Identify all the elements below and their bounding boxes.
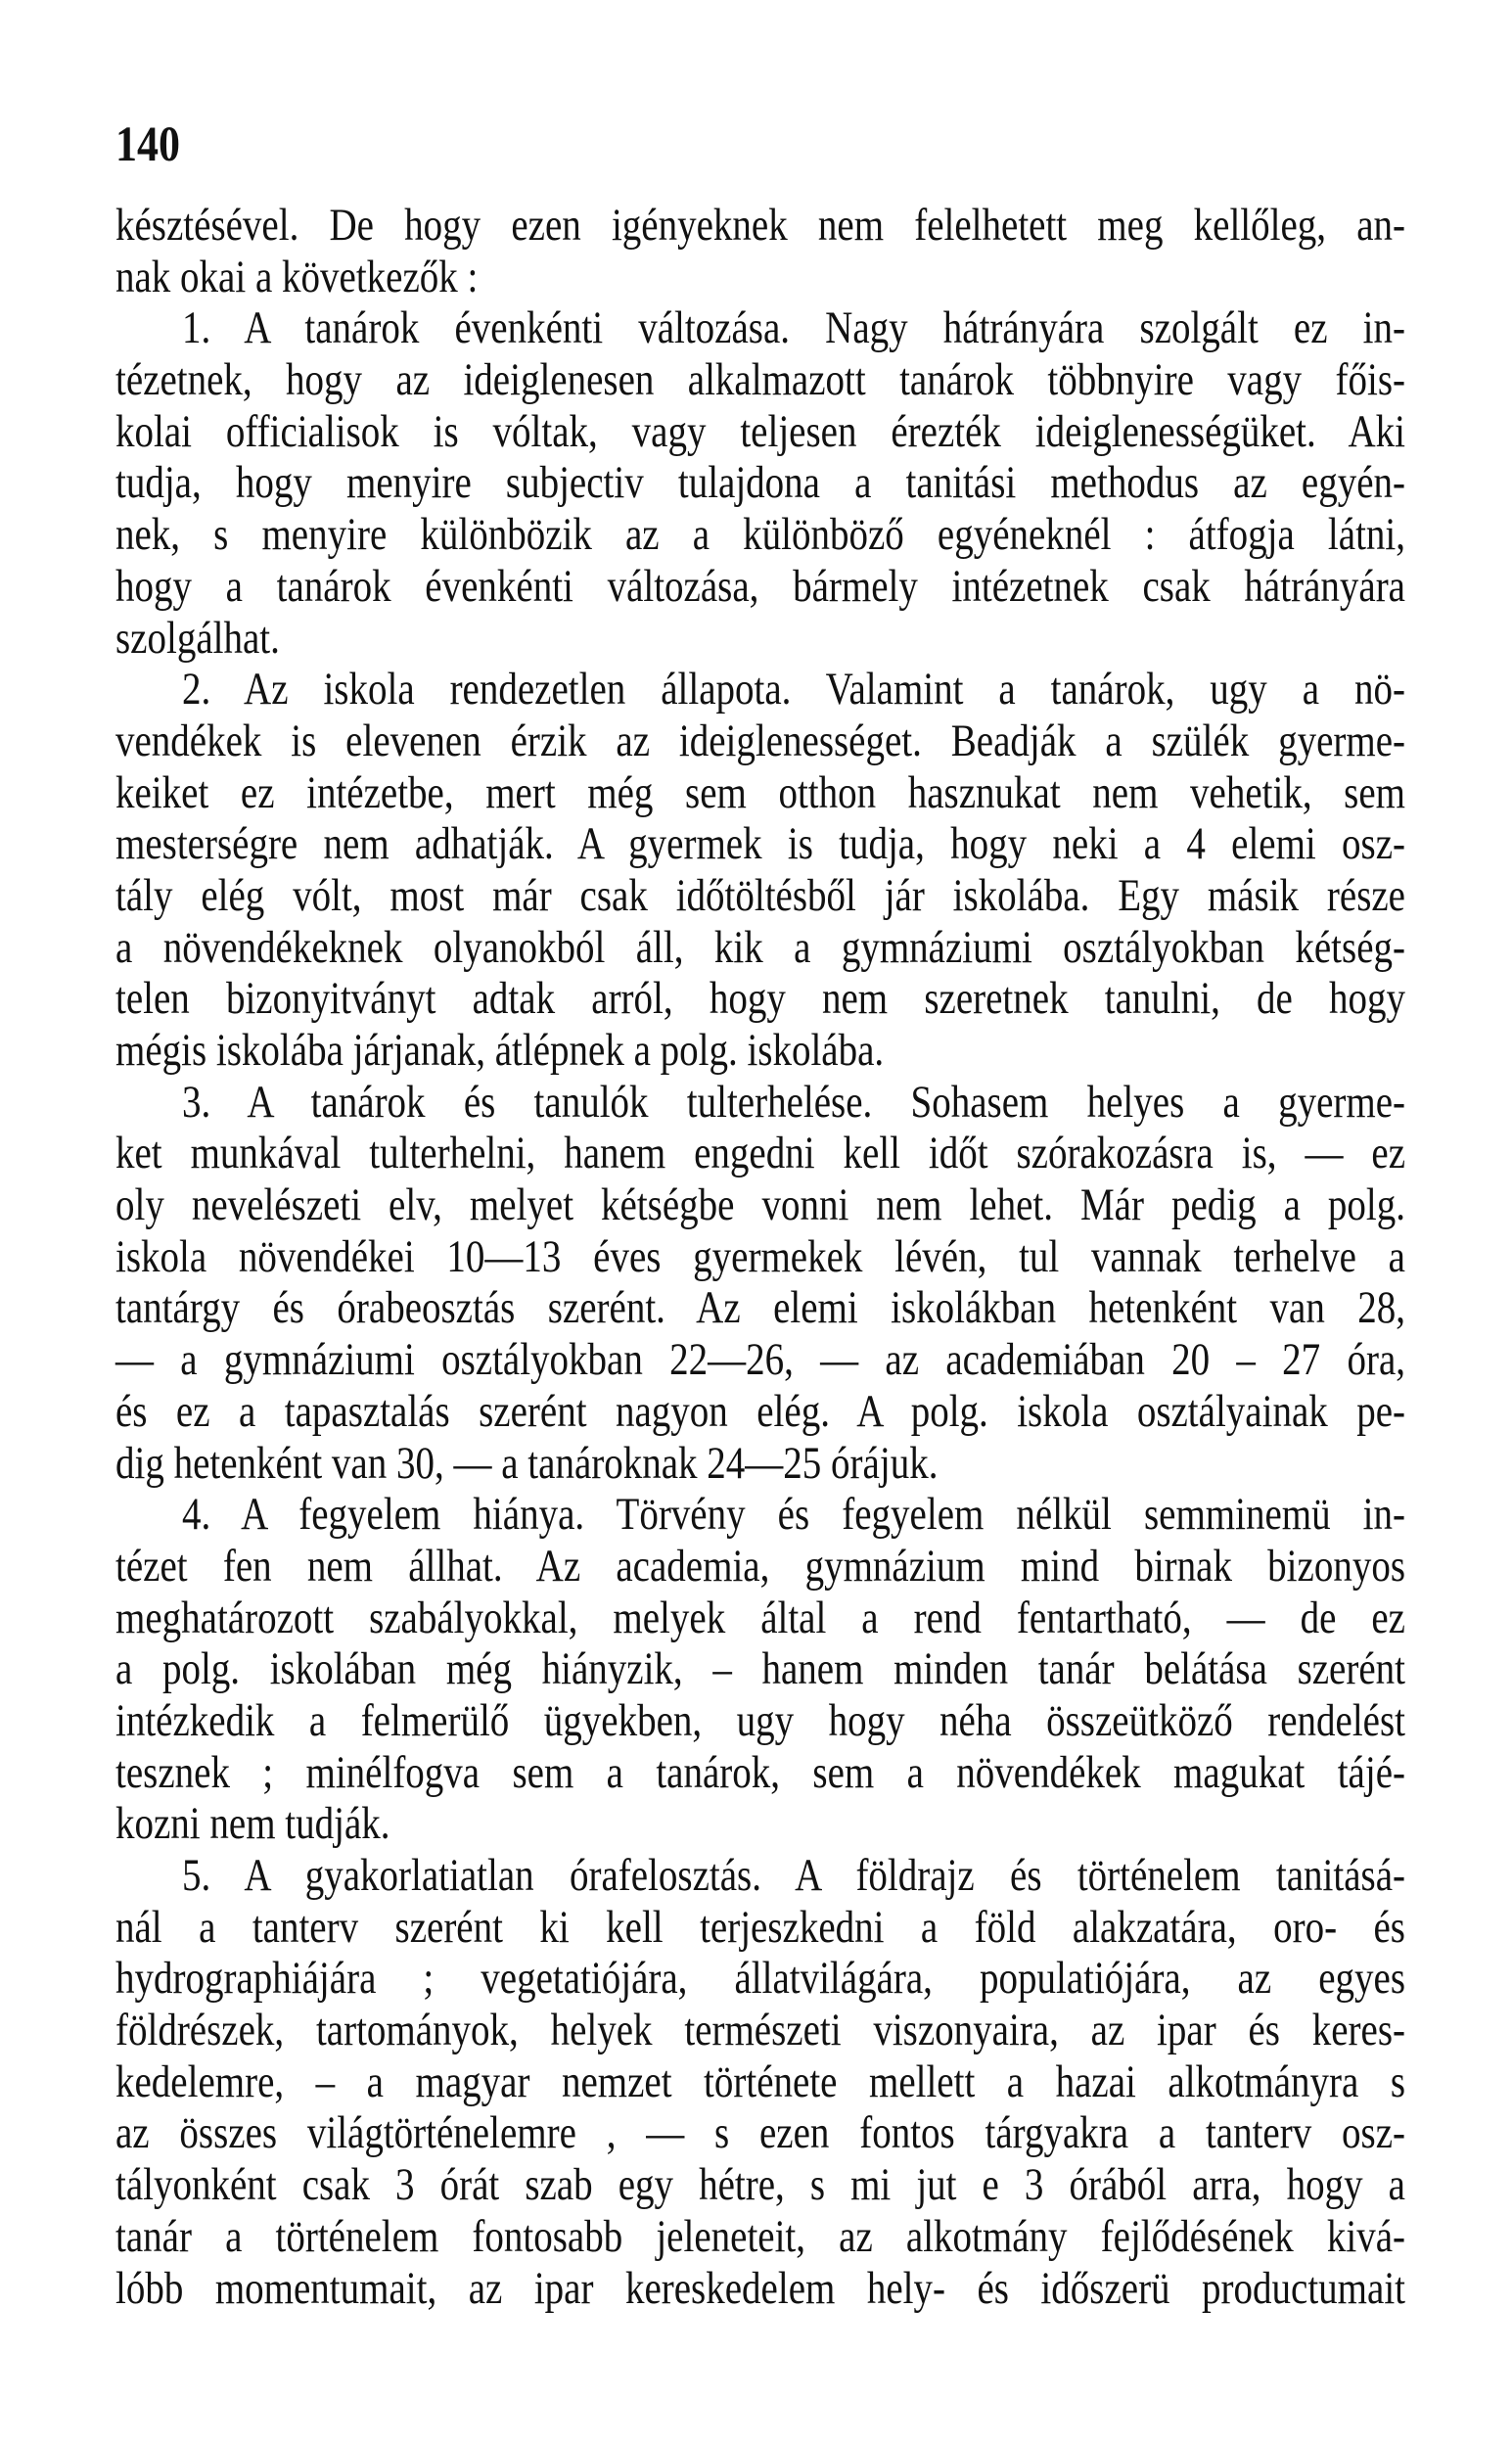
text-line: — a gymnáziumi osztályokban 22—26, — az academiában 20 – 27 óra, xyxy=(115,1335,1405,1385)
text-line: mesterségre nem adhatják. A gyermek is tudja, hogy neki a 4 elemi osz- xyxy=(115,819,1405,869)
page-number: 140 xyxy=(115,116,180,172)
paragraph-first-line: 5. A gyakorlatiatlan órafelosztás. A földrajz és történelem tanitásá- xyxy=(182,1850,1405,1901)
text-line: tály elég vólt, most már csak időtöltésből jár iskolába. Egy másik része xyxy=(115,870,1405,921)
text-line: kozni nem tudják. xyxy=(115,1799,390,1850)
text-line: vendékek is elevenen érzik az ideiglenességet. Beadják a szülék gyerme- xyxy=(115,716,1405,766)
text-line: az összes világtörténelemre , — s ezen fontos tárgyakra a tanterv osz- xyxy=(115,2108,1405,2159)
text-line: intézkedik a felmerülő ügyekben, ugy hogy néha összeütköző rendelést xyxy=(115,1695,1405,1746)
text-line: meghatározott szabályokkal, melyek által a rend fentartható, — de ez xyxy=(115,1593,1405,1643)
text-line: keiket ez intézetbe, mert még sem otthon hasznukat nem vehetik, sem xyxy=(115,767,1405,818)
text-line: nak okai a következők : xyxy=(115,252,479,302)
text-line: a növendékeknek olyanokból áll, kik a gymnáziumi osztályokban kétség- xyxy=(115,922,1405,973)
text-line: nál a tanterv szerént ki kell terjeszkedni a föld alakzatára, oro- és xyxy=(115,1902,1405,1953)
text-line: tézetnek, hogy az ideiglenesen alkalmazott tanárok többnyire vagy főis- xyxy=(115,355,1405,405)
text-line: nek, s menyire különbözik az a különböző egyéneknél : átfogja látni, xyxy=(115,510,1405,560)
text-line: dig hetenként van 30, — a tanároknak 24—25 órájuk. xyxy=(115,1438,939,1489)
text-line: hydrographiájára ; vegetatiójára, állatvilágára, populatiójára, az egyes xyxy=(115,1954,1405,2005)
text-line: telen bizonyitványt adtak arról, hogy nem szeretnek tanulni, de hogy xyxy=(115,974,1405,1025)
paragraph-first-line: 3. A tanárok és tanulók tulterhelése. Sohasem helyes a gyerme- xyxy=(182,1077,1405,1128)
paragraph-first-line: 1. A tanárok évenkénti változása. Nagy hátrányára szolgált ez in- xyxy=(182,303,1405,354)
text-line: tanár a történelem fontosabb jeleneteit, az alkotmány fejlődésének kivá- xyxy=(115,2211,1405,2262)
text-line: tesznek ; minélfogva sem a tanárok, sem a növendékek magukat tájé- xyxy=(115,1747,1405,1798)
text-line: és ez a tapasztalás szerént nagyon elég. A polg. iskola osztályainak pe- xyxy=(115,1386,1405,1437)
text-line: tantárgy és órabeosztás szerént. Az elemi iskolákban hetenként van 28, xyxy=(115,1283,1405,1334)
body-text xyxy=(115,201,1405,2315)
text-line: szolgálhat. xyxy=(115,613,280,664)
text-line: tudja, hogy menyire subjectiv tulajdona a tanitási methodus az egyén- xyxy=(115,458,1405,509)
text-line: késztésével. De hogy ezen igényeknek nem felelhetett meg kellőleg, an- xyxy=(115,200,1405,251)
text-line: földrészek, tartományok, helyek természeti viszonyaira, az ipar és keres- xyxy=(115,2006,1405,2055)
text-line: oly nevelészeti elv, melyet kétségbe vonni nem lehet. Már pedig a polg. xyxy=(115,1180,1405,1230)
paragraph-first-line: 4. A fegyelem hiánya. Törvény és fegyelem nélkül semminemü in- xyxy=(182,1490,1405,1540)
text-line: iskola növendékei 10—13 éves gyermekek lévén, tul vannak terhelve a xyxy=(115,1231,1405,1282)
text-line: tályonként csak 3 órát szab egy hétre, s mi jut e 3 órából arra, hogy a xyxy=(115,2160,1405,2210)
text-line: hogy a tanárok évenkénti változása, bármely intézetnek csak hátrányára xyxy=(115,561,1405,612)
text-line: a polg. iskolában még hiányzik, – hanem minden tanár belátása szerént xyxy=(115,1644,1405,1694)
text-line: mégis iskolába járjanak, átlépnek a polg. iskolába. xyxy=(115,1025,885,1076)
text-line: ket munkával tulterhelni, hanem engedni kell időt szórakozásra is, — ez xyxy=(115,1129,1405,1179)
text-line: kolai officialisok is vóltak, vagy teljesen érezték ideiglenességüket. Aki xyxy=(115,406,1405,457)
text-line: kedelemre, – a magyar nemzet története mellett a hazai alkotmányra s xyxy=(115,2056,1405,2107)
text-line: lóbb momentumait, az ipar kereskedelem hely- és időszerü productumait xyxy=(115,2263,1405,2314)
text-line: tézet fen nem állhat. Az academia, gymnázium mind birnak bizonyos xyxy=(115,1541,1405,1592)
paragraph-first-line: 2. Az iskola rendezetlen állapota. Valamint a tanárok, ugy a nö- xyxy=(182,665,1405,715)
